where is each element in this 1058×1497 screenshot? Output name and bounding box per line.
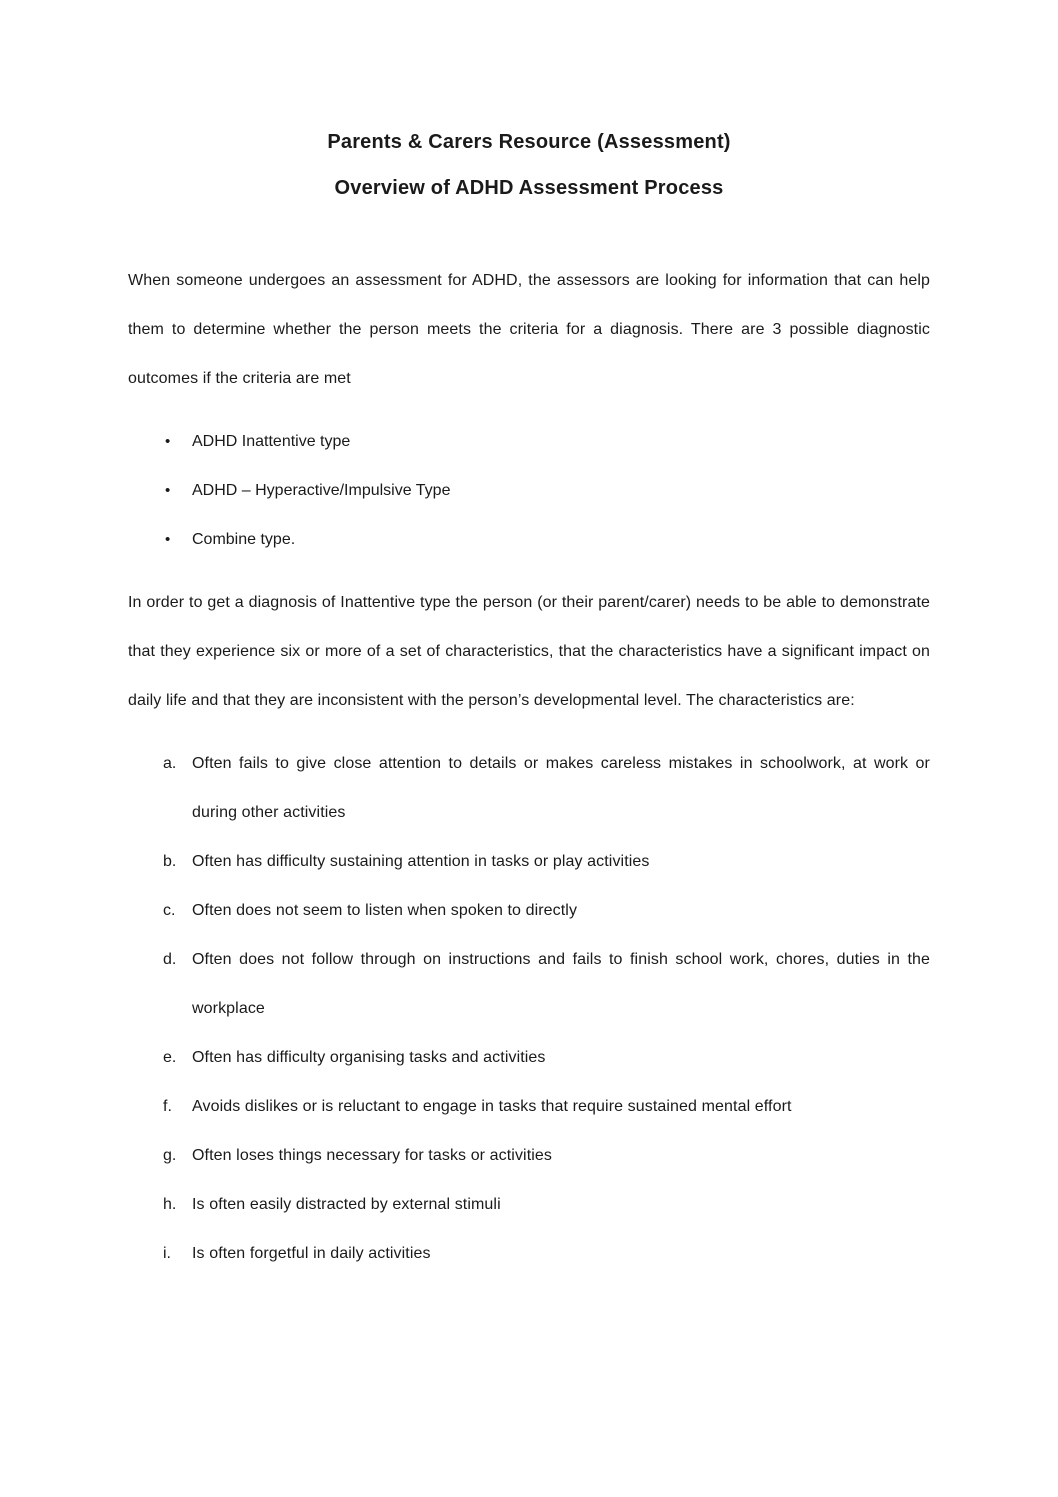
list-item xyxy=(128,466,930,515)
list-item xyxy=(128,417,930,466)
list-item-text: ADHD – Hyperactive/Impulsive Type xyxy=(192,482,451,499)
bullet-icon: • xyxy=(165,433,171,450)
list-item xyxy=(128,515,930,564)
list-item-text: Often has difficulty sustaining attention in tasks or play activities xyxy=(192,853,650,870)
bullet-icon: • xyxy=(165,482,171,499)
list-item-text: Often does not seem to listen when spoken to directly xyxy=(192,902,578,919)
list-item-text: Often has difficulty organising tasks and activities xyxy=(192,1049,546,1066)
list-item xyxy=(128,1082,930,1131)
list-item-text: Is often forgetful in daily activities xyxy=(192,1245,431,1262)
list-item xyxy=(128,739,930,837)
list-item-text: Often does not follow through on instructions and fails to finish school work, chores, duties in the workplace xyxy=(192,951,930,1017)
list-item xyxy=(128,1229,930,1278)
list-item xyxy=(128,1180,930,1229)
list-item xyxy=(128,1131,930,1180)
list-item-text: ADHD Inattentive type xyxy=(192,433,351,450)
list-item-letter: e. xyxy=(163,1049,177,1066)
document-title xyxy=(128,130,930,200)
list-item-letter: b. xyxy=(163,853,177,870)
list-item-letter: c. xyxy=(163,902,176,919)
list-item-letter: g. xyxy=(163,1147,177,1164)
characteristics-list xyxy=(128,739,930,1278)
diagnostic-outcomes-list xyxy=(128,417,930,564)
list-item xyxy=(128,886,930,935)
list-item-letter: f. xyxy=(163,1098,172,1115)
list-item-text: Combine type. xyxy=(192,531,296,548)
title-line-2: Overview of ADHD Assessment Process xyxy=(334,177,724,199)
list-item-text: Avoids dislikes or is reluctant to engage in tasks that require sustained mental effort xyxy=(192,1098,792,1115)
bullet-icon: • xyxy=(165,531,171,548)
list-item-letter: h. xyxy=(163,1196,177,1213)
intro-paragraph: When someone undergoes an assessment for ADHD, the assessors are looking for information that can help them to determine whether the person meets the criteria for a diagnosis. There are 3 possible diagnostic outcomes if the criteria are met xyxy=(128,272,930,387)
list-item-text: Is often easily distracted by external stimuli xyxy=(192,1196,501,1213)
list-item-text: Often loses things necessary for tasks or activities xyxy=(192,1147,553,1164)
criteria-paragraph: In order to get a diagnosis of Inattentive type the person (or their parent/carer) needs to be able to demonstrate that they experience six or more of a set of characteristics, that the characteristics have a significant impact on daily life and that they are inconsistent with the person’s developmental level. The characteristics are: xyxy=(128,594,930,709)
list-item-letter: i. xyxy=(163,1245,171,1262)
list-item-text: Often fails to give close attention to details or makes careless mistakes in schoolwork, at work or during other activities xyxy=(192,755,930,821)
list-item xyxy=(128,837,930,886)
list-item-letter: d. xyxy=(163,951,177,968)
list-item xyxy=(128,1033,930,1082)
list-item xyxy=(128,935,930,1033)
title-line-1: Parents & Carers Resource (Assessment) xyxy=(327,131,731,153)
list-item-letter: a. xyxy=(163,755,177,772)
